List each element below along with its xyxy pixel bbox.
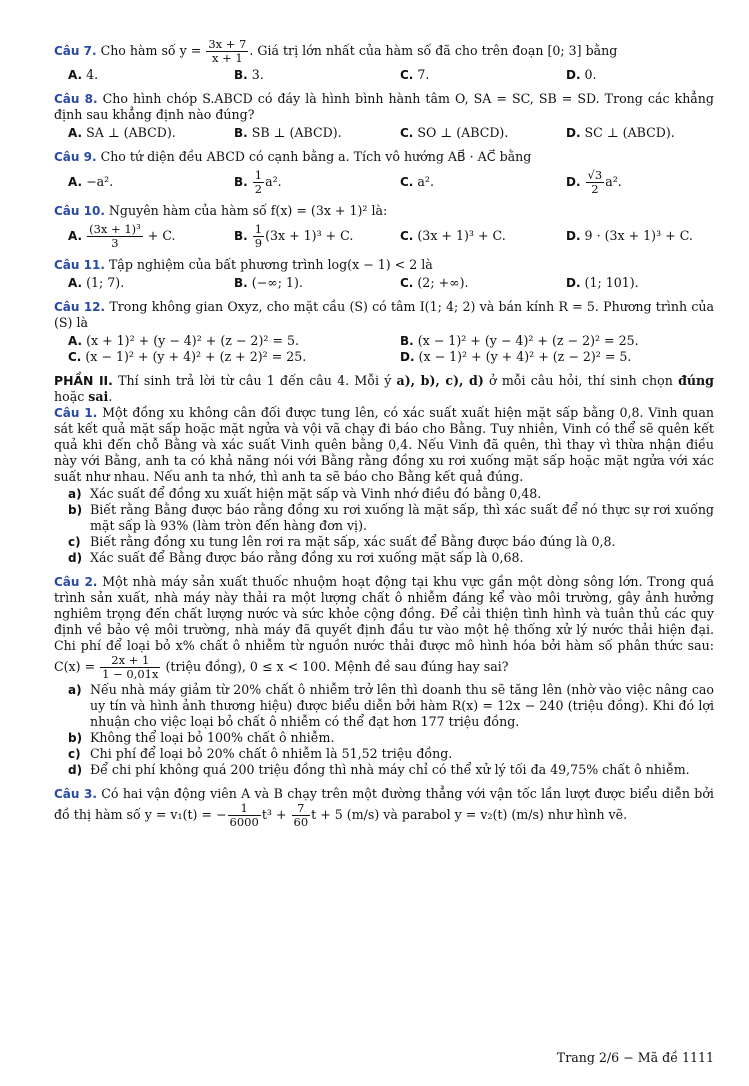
fraction: $\frac{√3}{2}$ [587, 168, 603, 196]
statement-b[interactable]: b) Không thể loại bỏ 100% chất ô nhiễm. [68, 730, 335, 745]
item-marks: a), b), c), d) [396, 373, 484, 388]
part-2-instructions: PHẦN II. Thí sinh trả lời từ câu 1 đến câu 4. Mỗi ý a), b), c), d) ở mỗi câu hỏi, thí sinh chọn đúng hoặc sai. [54, 373, 714, 404]
page-footer: Trang 2/6 − Mã đề 1111 [556, 1050, 714, 1065]
fraction: $\frac{1}{6000}$ [229, 801, 259, 829]
question-stem: Một đồng xu không cân đối được tung lên, có xác suất xuất hiện mặt sấp bằng 0,8. Vinh quan sát kết quả mặt sấp hoặc mặt ngửa và vội vã chạy đi báo cho Bằng. Tuy nhiên, Vinh có thể sẽ quên kết quả khi đến chỗ Bằng và xác suất Vinh quên bằng 0,4. Nếu Vinh đã quên, thì thay vì thừa nhận điều này với Bằng, anh ta có khả năng nói với Bằng rằng đồng xu rơi xuống mặt sấp hoặc mặt ngửa với xác suất như nhau. Nếu anh ta nhớ, thì anh ta sẽ báo cho Bằng kết quả đúng. [54, 405, 714, 484]
option-d[interactable]: D. SC ⊥ (ABCD). [566, 125, 675, 140]
options [68, 275, 714, 291]
statement-d[interactable]: d) Để chi phí không quá 200 triệu đồng thì nhà máy chỉ có thể xử lý tối đa 49,75% chất ô nhiễm. [68, 762, 690, 777]
option-a[interactable]: A. −a². [68, 174, 114, 189]
option-a[interactable]: A. $\frac{\text{(3x + 1)³}}{3}$ + C. [68, 222, 176, 250]
statement-d[interactable]: d) Xác suất để Bằng được báo rằng đồng xu rơi xuống mặt sấp là 0,68. [68, 550, 524, 565]
question-label: Câu 3. [54, 787, 97, 801]
question-stem: Trong không gian Oxyz, cho mặt cầu (S) có tâm I(1; 4; 2) và bán kính R = 5. Phương trình của (S) là [54, 299, 714, 330]
question-label: Câu 11. [54, 258, 105, 272]
option-a[interactable]: A. SA ⊥ (ABCD). [68, 125, 176, 140]
question-7 [54, 38, 714, 83]
option-a[interactable]: A. (1; 7). [68, 275, 125, 290]
question-label: Câu 7. [54, 44, 97, 58]
option-a[interactable]: A. (x + 1)² + (y − 4)² + (z − 2)² = 5. [68, 333, 299, 348]
option-d[interactable]: D. $\frac{√3}{2}$ a². [566, 168, 622, 196]
question-stem-end: t + 5 (m/s) và parabol y = v₂(t) (m/s) như hình vẽ. [311, 807, 628, 822]
option-c[interactable]: C. (x − 1)² + (y + 4)² + (z + 2)² = 25. [68, 349, 307, 364]
question-label: Câu 10. [54, 204, 105, 218]
option-d[interactable]: D. 0. [566, 67, 597, 82]
fraction: $\frac{7}{60}$ [293, 801, 309, 829]
option-b[interactable]: B. (x − 1)² + (y − 4)² + (z − 2)² = 25. [400, 333, 639, 348]
fraction: $\frac{\text{(3x + 1)³}}{3}$ [89, 222, 141, 250]
tf-question-3: Câu 3. Có hai vận động viên A và B chạy trên một đường thẳng với vận tốc lần lượt được biểu diễn bởi đồ thị hàm số y = v₁(t) = − $\frac{1}{6000}$ t³ + $\frac{7}{60}$ t + 5 (m/s) và parabol y = v₂(t) (m/s) như hình vẽ. [54, 786, 714, 829]
part-heading: PHẦN II. [54, 373, 113, 388]
option-d[interactable]: D. 9 · (3x + 1)³ + C. [566, 228, 693, 243]
statement-a[interactable]: a) Nếu nhà máy giảm từ 20% chất ô nhiễm trở lên thì doanh thu sẽ tăng lên (nhờ vào việc nâng cao uy tín và hình ảnh thương hiệu) được biểu diễn bởi hàm R(x) = 12x − 240 (triệu đồng). Khi đó lợi nhuận cho việc loại bỏ chất ô nhiễm có thể đạt hơn 177 triệu đồng. [68, 682, 714, 729]
option-c[interactable]: C. (3x + 1)³ + C. [400, 228, 506, 243]
question-9 [54, 149, 714, 197]
option-b[interactable]: B. $\frac{1}{9}$ (3x + 1)³ + C. [234, 222, 354, 250]
fraction: $\frac{3x + 7}{x + 1}$ [208, 37, 247, 65]
statement-c[interactable]: c) Chi phí để loại bỏ 20% chất ô nhiễm là 51,52 triệu đồng. [68, 746, 453, 761]
question-stem: Cho hình chóp S.ABCD có đáy là hình bình hành tâm O, SA = SC, SB = SD. Trong các khẳng định sau khẳng định nào đúng? [54, 91, 714, 122]
option-b[interactable]: B. SB ⊥ (ABCD). [234, 125, 342, 140]
option-c[interactable]: C. a². [400, 174, 434, 189]
question-label: Câu 2. [54, 575, 98, 589]
statement-b[interactable]: b) Biết rằng Bằng được báo rằng đồng xu rơi xuống là mặt sấp, thì xác suất để nó thực sự rơi xuống mặt sấp là 93% (làm tròn đến hàng đơn vị). [68, 502, 714, 533]
question-stem: Một nhà máy sản xuất thuốc nhuộm hoạt động tại khu vực gần một dòng sông lớn. Trong quá trình sản xuất, nhà máy này thải ra một lượng chất ô nhiễm đáng kể vào môi trường, gây ảnh hưởng nghiêm trọng đến chất lượng nước và sức khỏe cộng đồng. Để cải thiện tình hình và tuân thủ các quy định về bảo vệ môi trường, nhà máy đã quyết định đầu tư vào một hệ thống xử lý nước thải hiện đại. Chi phí để loại bỏ x% chất ô nhiễm từ nguồn nước thải được mô hình hóa bởi hàm số phân thức sau: C(x) = [54, 574, 714, 674]
tf-question-1 [54, 405, 714, 566]
question-stem: Nguyên hàm của hàm số f(x) = (3x + 1)² là: [108, 203, 388, 218]
option-c[interactable]: C. SO ⊥ (ABCD). [400, 125, 509, 140]
options [68, 333, 714, 365]
option-c[interactable]: C. 7. [400, 67, 430, 82]
question-stem: Có hai vận động viên A và B chạy trên một đường thẳng với vận tốc lần lượt được biểu diễn bởi đồ thị hàm số y = v₁(t) = − [54, 786, 714, 822]
question-label: Câu 9. [54, 150, 97, 164]
option-d[interactable]: D. (x − 1)² + (y + 4)² + (z − 2)² = 5. [400, 349, 632, 364]
question-stem-end: . Giá trị lớn nhất của hàm số đã cho trên đoạn [0; 3] bằng [249, 43, 618, 58]
fraction: $\frac{1}{9}$ [254, 222, 263, 250]
question-label: Câu 12. [54, 300, 106, 314]
question-stem: Cho tứ diện đều ABCD có cạnh bằng a. Tích vô hướng AB⃗ · AC⃗ bằng [100, 149, 532, 164]
question-stem: Cho hàm số y = [100, 43, 206, 58]
tf-question-2 [54, 574, 714, 778]
option-b[interactable]: B. (−∞; 1). [234, 275, 303, 290]
options [68, 167, 714, 197]
option-a[interactable]: A. 4. [68, 67, 99, 82]
options [68, 221, 714, 251]
option-b[interactable]: B. 3. [234, 67, 264, 82]
question-stem-end: (triệu đồng), 0 ≤ x < 100. Mệnh đề sau đúng hay sai? [161, 659, 509, 674]
statement-a[interactable]: a) Xác suất để đồng xu xuất hiện mặt sấp và Vinh nhớ điều đó bằng 0,48. [68, 486, 542, 501]
options [68, 125, 714, 141]
option-c[interactable]: C. (2; +∞). [400, 275, 469, 290]
question-12 [54, 299, 714, 365]
question-label: Câu 8. [54, 92, 98, 106]
fraction: $\frac{1}{2}$ [254, 168, 263, 196]
question-stem: Tập nghiệm của bất phương trình log(x − 1) < 2 là [108, 257, 433, 272]
statements [68, 486, 714, 566]
question-8 [54, 91, 714, 141]
statements [68, 682, 714, 778]
question-10 [54, 203, 714, 251]
fraction: $\frac{2x + 1}{1 - 0,01x}$ [102, 653, 159, 681]
question-11 [54, 257, 714, 291]
exam-page [54, 38, 714, 829]
option-d[interactable]: D. (1; 101). [566, 275, 639, 290]
option-b[interactable]: B. $\frac{1}{2}$ a². [234, 168, 282, 196]
options [68, 67, 714, 83]
statement-c[interactable]: c) Biết rằng đồng xu tung lên rơi ra mặt sấp, xác suất để Bằng được báo đúng là 0,8. [68, 534, 616, 549]
question-label: Câu 1. [54, 406, 98, 420]
